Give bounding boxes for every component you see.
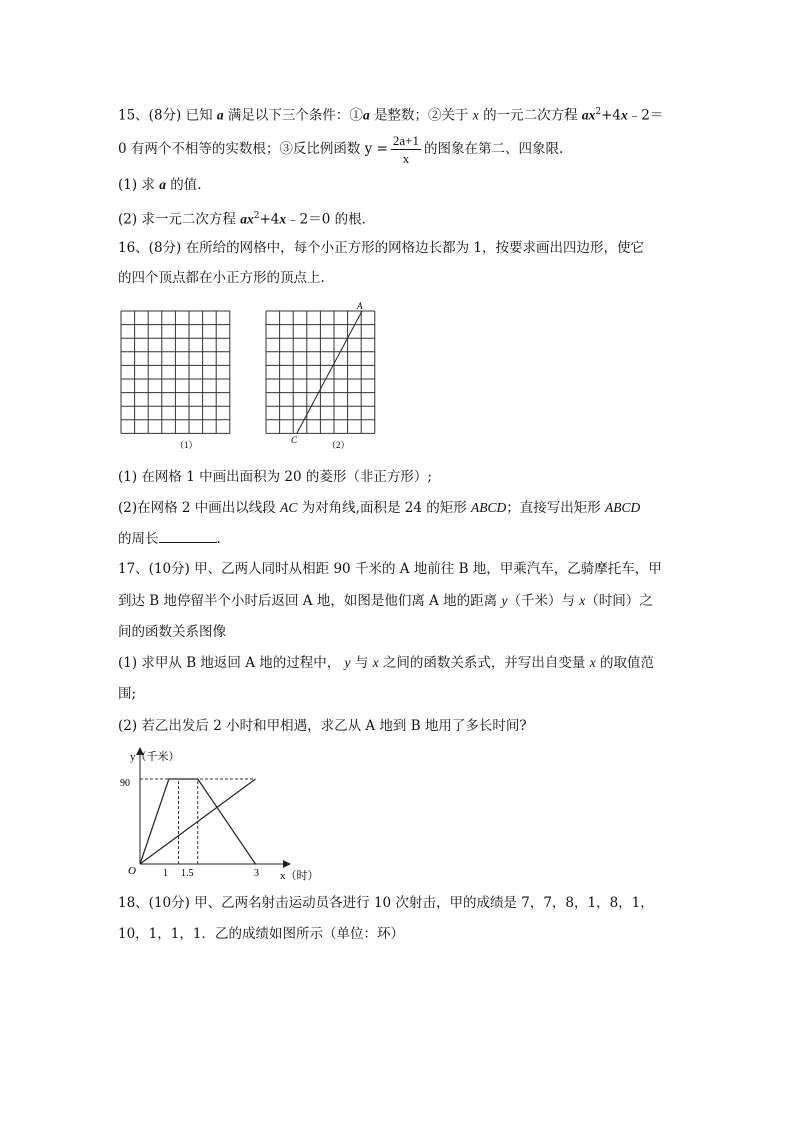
grid-1-label: （1） (175, 440, 198, 450)
q16-sub2: (2)在网格 2 中画出以线段 AC 为对角线,面积是 24 的矩形 ABCD；直接写出矩形 ABCD (118, 500, 641, 516)
q15-sub2: (2) 求一元二次方程 $ax^2+4x﹣2=0$ 的根. (118, 211, 366, 228)
answer-blank[interactable] (159, 528, 217, 543)
grid-2-label: （2） (327, 440, 350, 450)
q16-line1: 16、(8分) 在所给的网格中，每个小正方形的网格边长都为 1，按要求画出四边形，使它 (118, 240, 644, 256)
x-tick-3: 3 (254, 868, 259, 879)
q17-sub1-cont: 围; (118, 686, 137, 702)
q17-line2: 到达 B 地停留半个小时后返回 A 地，如图是他们离 A 地的距离 y（千米）与 x（时间）之 (118, 593, 653, 609)
q16-sub3: 的周长 . (118, 528, 221, 549)
y-tick-90: 90 (120, 778, 130, 789)
origin-label: O (128, 865, 136, 877)
q15-line1: 15、(8分) 已知 a 满足以下三个条件：①a 是整数；②关于 x 的一元二次方程 $ax^2+4x﹣2=$ (118, 107, 664, 124)
distance-time-chart (110, 743, 319, 883)
q18-line1: 18、(10分) 甲、乙两名射击运动员各进行 10 次射击，甲的成绩是 7，7，8，1，8，1， (118, 895, 654, 911)
x-axis-label: x（时） (280, 870, 319, 882)
q16-line2: 的四个顶点都在小正方形的顶点上. (118, 270, 325, 286)
point-a-label: A (357, 301, 363, 311)
x-tick-1.5: 1.5 (181, 868, 194, 879)
q16-sub1: (1) 在网格 1 中画出面积为 20 的菱形（非正方形）; (118, 469, 432, 485)
q18-line2: 10，1，1，1．乙的成绩如图所示（单位：环） (118, 926, 404, 942)
grid-2 (266, 311, 375, 433)
grid-1 (121, 311, 230, 433)
x-tick-1: 1 (163, 868, 168, 879)
y-axis-label: y（千米） (130, 751, 180, 763)
q17-line1: 17、(10分) 甲、乙两人同时从相距 90 千米的 A 地前往 B 地，甲乘汽车，乙骑摩托车，甲 (118, 561, 662, 577)
point-c-label: C (291, 435, 298, 445)
q15-fraction: $\frac{2a+1}{x}$ (392, 133, 420, 166)
grid-figures (0, 300, 794, 460)
q15-sub1: (1) 求 a 的值. (118, 177, 202, 193)
q17-line3: 间的函数关系图像 (118, 624, 226, 640)
q17-sub2: (2) 若乙出发后 2 小时和甲相遇，求乙从 A 地到 B 地用了多长时间? (118, 718, 527, 734)
q17-sub1: (1) 求甲从 B 地返回 A 地的过程中， y 与 x 之间的函数关系式，并写出自变量 x 的取值范 (118, 655, 655, 671)
q15-line2: 0 有两个不相等的实数根；③反比例函数 y = $\frac{2a+1}{x}$ 的图象在第二、四象限. (118, 133, 564, 166)
